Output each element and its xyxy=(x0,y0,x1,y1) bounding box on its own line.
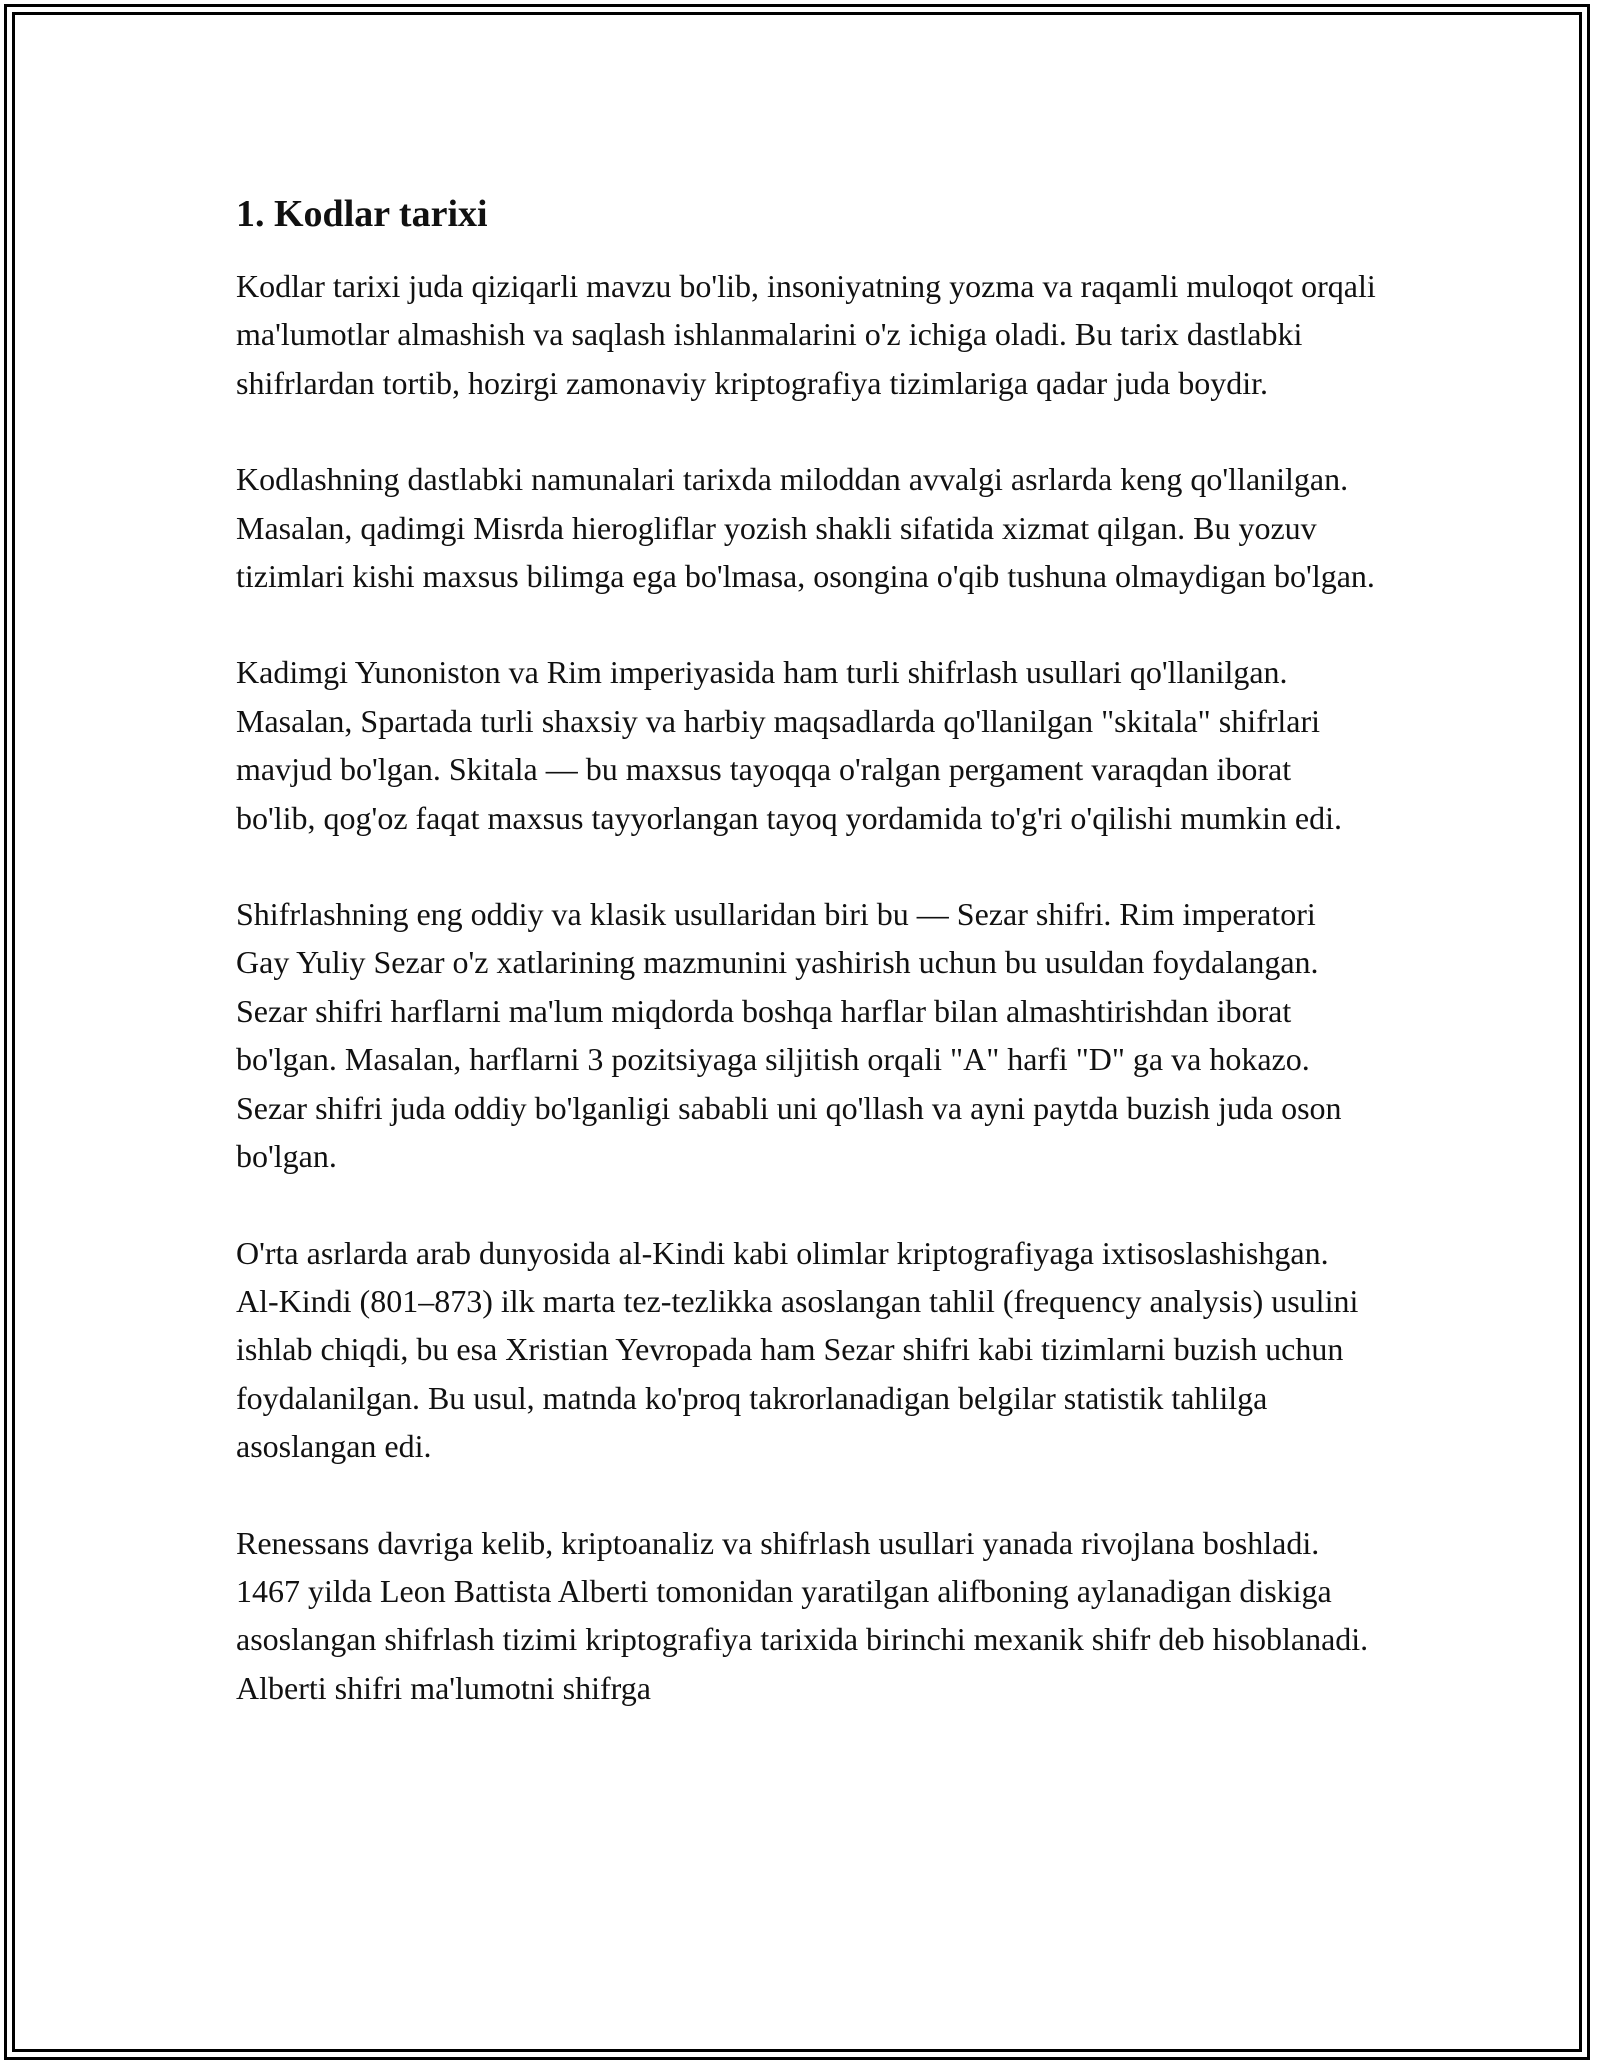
paragraph-greece-rome: Kadimgi Yunoniston va Rim imperiyasida ham turli shifrlash usullari qo'llanilgan. Masalan, Spartada turli shaxsiy va harbiy maqsadlarda qo'llanilgan "skitala" shifrlari mavjud bo'lgan. Skitala — bu maxsus tayoqqa o'ralgan pergament varaqdan iborat bo'lib, qog'oz faqat maxsus tayyorlangan tayoq yordamida to'g'ri o'qilishi mumkin edi. xyxy=(236,654,1342,836)
paragraph-caesar-cipher: Shifrlashning eng oddiy va klasik usullaridan biri bu — Sezar shifri. Rim imperatori Gay Yuliy Sezar o'z xatlarining mazmunini yashirish uchun bu usuldan foydalangan. Sezar shifri harflarni ma'lum miqdorda boshqa harflar bilan almashtirishdan iborat bo'lgan. Masalan, harflarni 3 pozitsiyaga siljitish orqali "A" harfi "D" ga va hokazo. Sezar shifri juda oddiy bo'lganligi sababli uni qo'llash va ayni paytda buzish juda oson bo'lgan. xyxy=(236,896,1342,1175)
document-body xyxy=(236,186,1376,1712)
paragraph-early-coding: Kodlashning dastlabki namunalari tarixda miloddan avvalgi asrlarda keng qo'llanilgan. Masalan, qadimgi Misrda hierogliflar yozish shakli sifatida xizmat qilgan. Bu yozuv tizimlari kishi maxsus bilimga ega bo'lmasa, osongina o'qib tushuna olmaydigan bo'lgan. xyxy=(236,461,1375,595)
paragraph-al-kindi: O'rta asrlarda arab dunyosida al-Kindi kabi olimlar kriptografiyaga ixtisoslashishgan. Al-Kindi (801–873) ilk marta tez-tezlikka asoslangan tahlil (frequency analysis) usulini ishlab chiqdi, bu esa Xristian Yevropada ham Sezar shifri kabi tizimlarni buzish uchun foydalanilgan. Bu usul, matnda ko'proq takrorlanadigan belgilar statistik tahlilga asoslangan edi. xyxy=(236,1234,1359,1465)
section-heading: 1. Kodlar tarixi xyxy=(236,193,488,235)
paragraph-intro: Kodlar tarixi juda qiziqarli mavzu bo'lib, insoniyatning yozma va raqamli muloqot orqali ma'lumotlar almashish va saqlash ishlanmalarini o'z ichiga oladi. Bu tarix dastlabki shifrlardan tortib, hozirgi zamonaviy kriptografiya tizimlariga qadar juda boydir. xyxy=(236,268,1376,401)
paragraph-renaissance: Renessans davriga kelib, kriptoanaliz va shifrlash usullari yanada rivojlana boshladi. 1467 yilda Leon Battista Alberti tomonidan yaratilgan alifboning aylanadigan diskiga asoslangan shifrlash tizimi kriptografiya tarixida birinchi mexanik shifr deb hisoblanadi. Alberti shifri ma'lumotni shifrga xyxy=(236,1524,1369,1706)
